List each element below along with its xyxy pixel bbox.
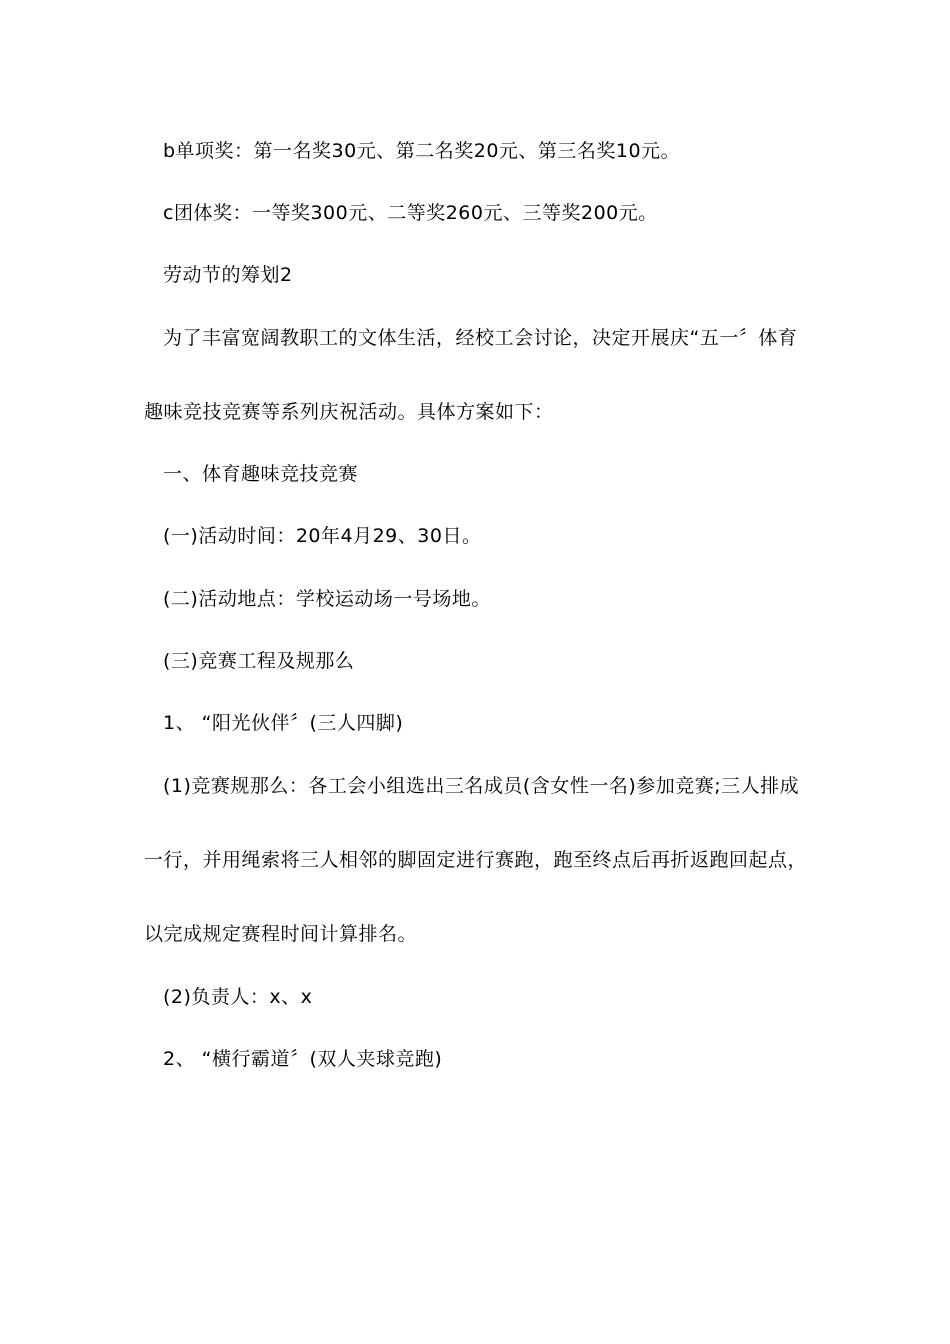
award-team-line: c团体奖：一等奖300元、二等奖260元、三等奖200元。	[163, 202, 658, 224]
event-1-responsible: (2)负责人：x、x	[163, 986, 313, 1008]
event-1-title: 1、 “阳光伙伴〞(三人四脚)	[163, 712, 404, 734]
event-1-rules-line-2: 一行，并用绳索将三人相邻的脚固定进行赛跑，跑至终点后再折返跑回起点，	[144, 849, 808, 871]
intro-paragraph-line-2: 趣味竞技竞赛等系列庆祝活动。具体方案如下：	[144, 401, 554, 423]
section-title: 劳动节的筹划2	[163, 264, 293, 286]
event-2-title: 2、 “横行霸道〞(双人夹球竞跑)	[163, 1048, 443, 1070]
intro-paragraph-line-1: 为了丰富宽阔教职工的文体生活，经校工会讨论，决定开展庆“五一〞体育	[163, 327, 798, 349]
event-1-rules-line-3: 以完成规定赛程时间计算排名。	[144, 923, 418, 945]
award-individual-line: b单项奖：第一名奖30元、第二名奖20元、第三名奖10元。	[163, 140, 681, 162]
activity-location-line: (二)活动地点：学校运动场一号场地。	[163, 588, 491, 610]
activity-time-line: (一)活动时间：20年4月29、30日。	[163, 525, 482, 547]
event-1-rules-line-1: (1)竞赛规那么：各工会小组选出三名成员(含女性一名)参加竞赛;三人排成	[163, 775, 800, 797]
events-rules-heading: (三)竞赛工程及规那么	[163, 650, 355, 672]
heading-sports-competition: 一、体育趣味竞技竞赛	[163, 463, 359, 485]
